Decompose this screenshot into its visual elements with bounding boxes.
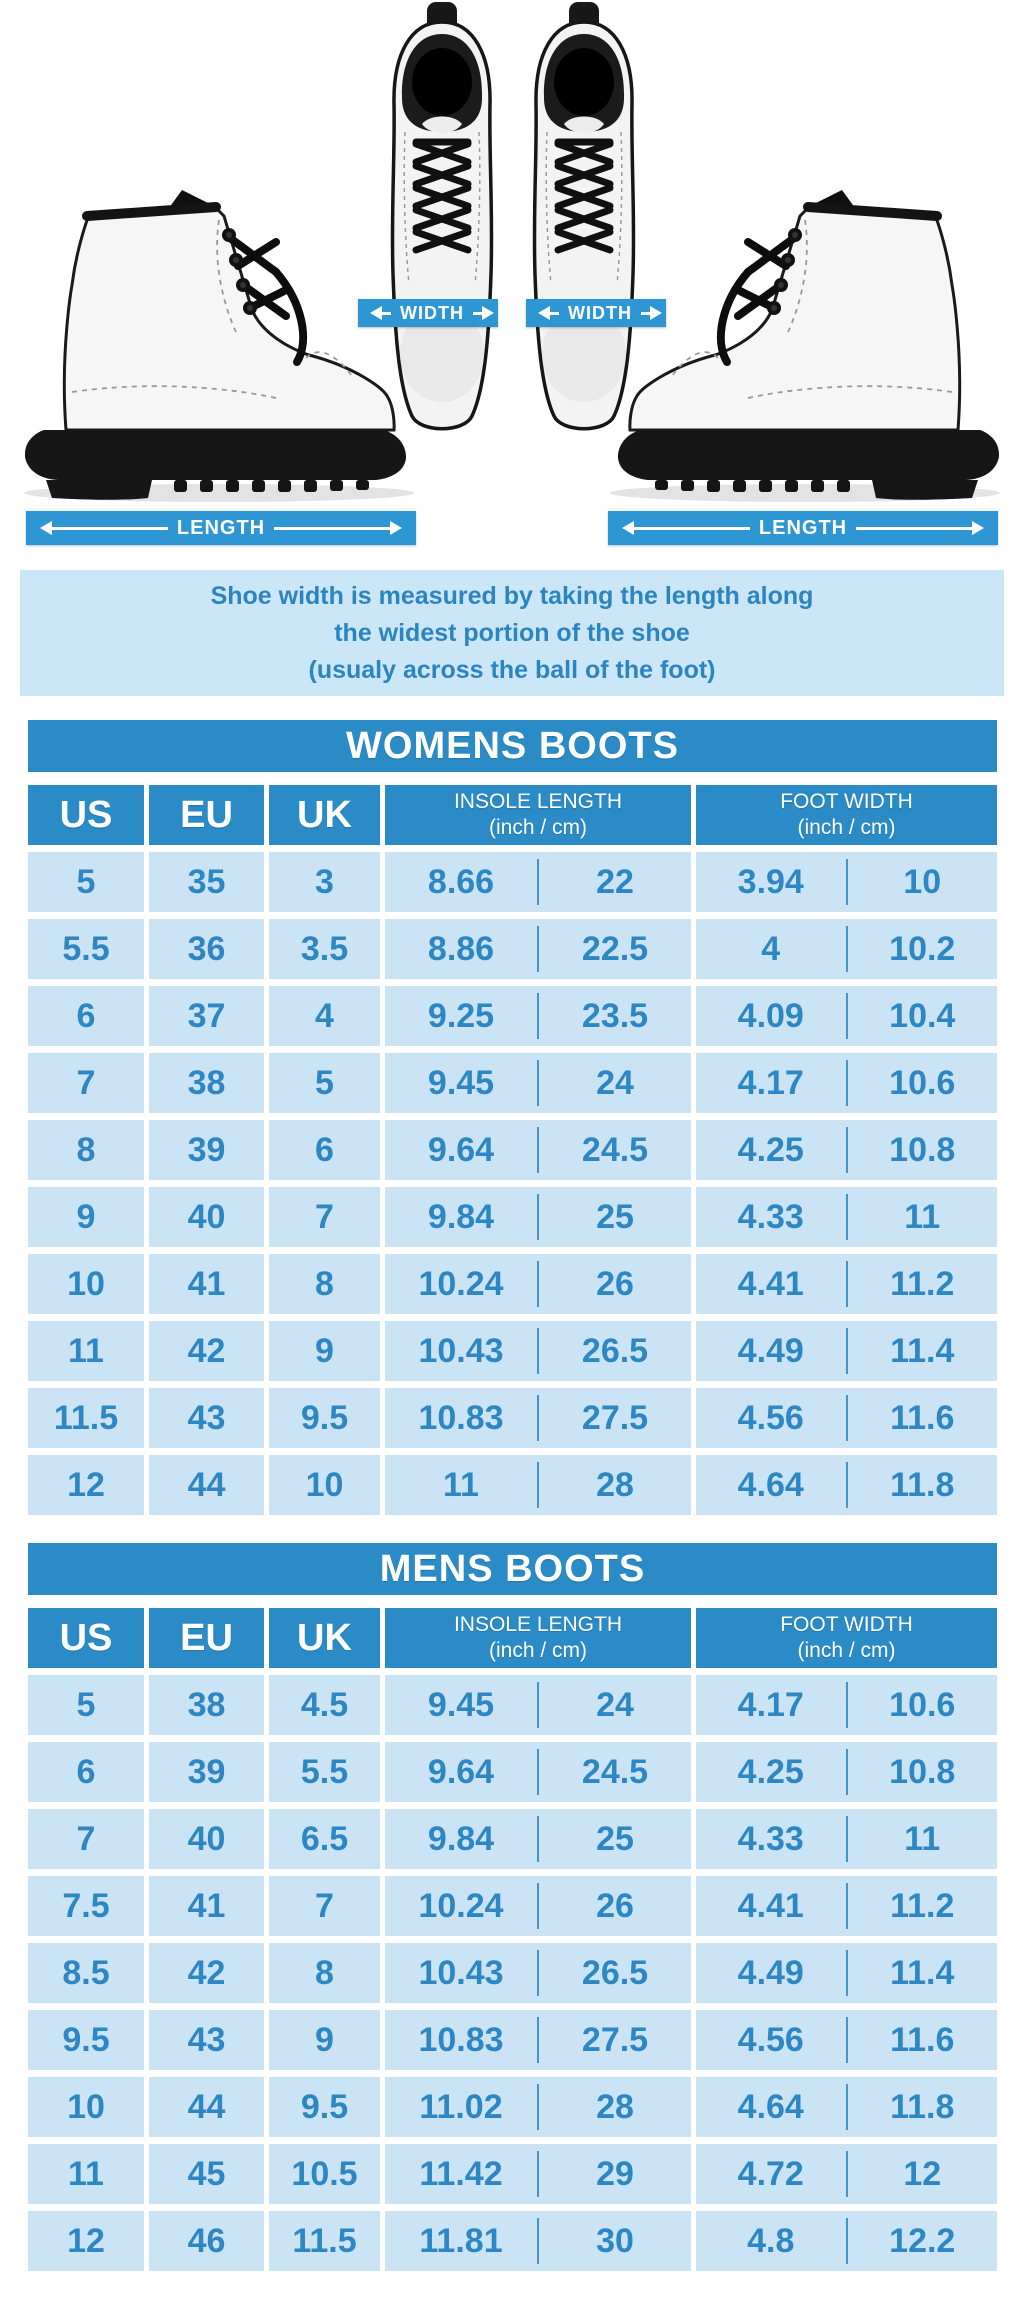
- inch-cm-divider: [846, 1816, 848, 1862]
- eu-size-cell: 42: [149, 1321, 264, 1381]
- inch-cm-divider: [846, 1127, 848, 1173]
- foot-width-cell-cm: 10: [903, 862, 942, 901]
- uk-size-cell: 3.5: [269, 919, 380, 979]
- boot-side-view-right-illustration: [606, 190, 1010, 505]
- foot-width-cell: [696, 2144, 997, 2204]
- foot-width-column-header: [696, 785, 997, 845]
- eu-size-cell: 45: [149, 2144, 264, 2204]
- insole-length-cell-inch: 9.45: [427, 1685, 495, 1724]
- uk-column-header: UK: [269, 785, 380, 845]
- table-row: [28, 919, 997, 979]
- foot-width-cell-cm: 10.2: [889, 929, 956, 968]
- insole-length-cell: [385, 1943, 691, 2003]
- insole-length-cell-cm: 22.5: [581, 929, 649, 968]
- foot-width-cell-cm: 11.6: [890, 1398, 955, 1437]
- uk-size-cell: 9.5: [269, 1388, 380, 1448]
- foot-width-cell-cm: 11.2: [890, 1264, 955, 1303]
- insole-length-cell-cm: 26: [596, 1886, 634, 1925]
- foot-width-cell-inch: 4.09: [737, 996, 804, 1035]
- table-row: [28, 1053, 997, 1113]
- uk-size-cell: 10: [269, 1455, 380, 1515]
- insole-length-cell-cm: 26: [596, 1264, 634, 1303]
- table-row: [28, 2144, 997, 2204]
- insole-length-cell-cm: 22: [596, 862, 634, 901]
- foot-width-cell-inch: 4.17: [737, 1685, 804, 1724]
- inch-cm-divider: [846, 1950, 848, 1996]
- insole-length-cell-inch: 11.81: [419, 2221, 503, 2260]
- eu-size-cell: 39: [149, 1120, 264, 1180]
- inch-cm-divider: [537, 1194, 539, 1240]
- insole-length-cell-inch: 9.64: [427, 1752, 495, 1791]
- foot-width-cell: [696, 1675, 997, 1735]
- insole-length-cell-inch: 10.83: [418, 2020, 504, 2059]
- foot-width-units: (inch / cm): [797, 816, 896, 839]
- inch-cm-divider: [537, 1328, 539, 1374]
- inch-cm-divider: [846, 859, 848, 905]
- uk-size-cell: 9: [269, 1321, 380, 1381]
- table-header-row: [28, 785, 997, 845]
- foot-width-title: FOOT WIDTH: [780, 790, 913, 813]
- foot-width-cell-inch: 4.33: [737, 1819, 804, 1858]
- mens-boots-table: [28, 1543, 997, 2278]
- insole-length-cell-cm: 26.5: [581, 1953, 649, 1992]
- eu-column-header: EU: [149, 1608, 264, 1668]
- length-measure-band-right: [608, 511, 998, 545]
- us-column-header: US: [28, 1608, 144, 1668]
- inch-cm-divider: [846, 1328, 848, 1374]
- note-line: the widest portion of the shoe: [334, 619, 690, 647]
- arrow-left-icon: [547, 312, 559, 315]
- foot-width-cell-inch: 4.49: [737, 1331, 804, 1370]
- foot-width-cell: [696, 2211, 997, 2271]
- us-size-cell: 7: [28, 1809, 144, 1869]
- mens-table-title: MENS BOOTS: [28, 1543, 997, 1595]
- inch-cm-divider: [846, 926, 848, 972]
- insole-length-cell-inch: 9.84: [427, 1819, 495, 1858]
- foot-width-cell-inch: 4.25: [737, 1130, 804, 1169]
- foot-width-cell: [696, 1187, 997, 1247]
- inch-cm-divider: [846, 2151, 848, 2197]
- eu-size-cell: 43: [149, 1388, 264, 1448]
- us-size-cell: 6: [28, 1742, 144, 1802]
- eu-size-cell: 41: [149, 1254, 264, 1314]
- inch-cm-divider: [846, 1194, 848, 1240]
- foot-width-cell: [696, 986, 997, 1046]
- foot-width-cell: [696, 1053, 997, 1113]
- us-size-cell: 5: [28, 1675, 144, 1735]
- table-header-row: [28, 1608, 997, 1668]
- table-row: [28, 1321, 997, 1381]
- foot-width-cell: [696, 1809, 997, 1869]
- womens-table-title: WOMENS BOOTS: [28, 720, 997, 772]
- inch-cm-divider: [537, 2218, 539, 2264]
- us-size-cell: 11.5: [28, 1388, 144, 1448]
- arrow-left-icon: [49, 527, 168, 530]
- table-row: [28, 1943, 997, 2003]
- insole-length-cell: [385, 1120, 691, 1180]
- inch-cm-divider: [537, 2017, 539, 2063]
- eu-size-cell: 38: [149, 1675, 264, 1735]
- insole-length-cell-cm: 27.5: [581, 2020, 649, 2059]
- insole-length-units: (inch / cm): [488, 816, 587, 839]
- foot-width-cell-cm: 10.8: [889, 1752, 956, 1791]
- foot-width-cell: [696, 1388, 997, 1448]
- inch-cm-divider: [537, 1261, 539, 1307]
- eu-size-cell: 37: [149, 986, 264, 1046]
- us-size-cell: 6: [28, 986, 144, 1046]
- foot-width-cell-inch: 4.8: [747, 2221, 795, 2260]
- foot-width-cell: [696, 1120, 997, 1180]
- table-row: [28, 1742, 997, 1802]
- us-size-cell: 10: [28, 2077, 144, 2137]
- insole-length-cell: [385, 1675, 691, 1735]
- boot-side-view-left-illustration: [14, 190, 418, 505]
- width-measure-band-left: [358, 299, 498, 327]
- eu-size-cell: 44: [149, 2077, 264, 2137]
- arrow-left-icon: [631, 527, 750, 530]
- insole-length-cell: [385, 1742, 691, 1802]
- foot-width-cell: [696, 852, 997, 912]
- insole-length-cell-cm: 24.5: [581, 1752, 649, 1791]
- insole-length-cell-cm: 24: [596, 1685, 634, 1724]
- foot-width-cell-inch: 3.94: [737, 862, 804, 901]
- insole-length-cell-inch: 8.86: [427, 929, 495, 968]
- width-label: WIDTH: [400, 302, 464, 323]
- insole-length-cell: [385, 1053, 691, 1113]
- insole-length-cell-cm: 26.5: [581, 1331, 649, 1370]
- inch-cm-divider: [846, 1395, 848, 1441]
- insole-length-cell: [385, 1876, 691, 1936]
- uk-size-cell: 9.5: [269, 2077, 380, 2137]
- table-row: [28, 1120, 997, 1180]
- insole-length-cell-cm: 28: [596, 2087, 634, 2126]
- arrow-right-icon: [856, 527, 975, 530]
- foot-width-cell-inch: 4.64: [737, 1465, 804, 1504]
- inch-cm-divider: [846, 1749, 848, 1795]
- inch-cm-divider: [846, 2017, 848, 2063]
- foot-width-cell-inch: 4: [761, 929, 781, 968]
- womens-boots-table: [28, 720, 997, 1522]
- table-row: [28, 1455, 997, 1515]
- us-size-cell: 10: [28, 1254, 144, 1314]
- us-size-cell: 11: [28, 1321, 144, 1381]
- foot-width-cell-cm: 11.8: [890, 2087, 955, 2126]
- uk-size-cell: 4.5: [269, 1675, 380, 1735]
- foot-width-cell: [696, 1254, 997, 1314]
- inch-cm-divider: [846, 993, 848, 1039]
- note-line: (usualy across the ball of the foot): [308, 656, 716, 684]
- eu-size-cell: 44: [149, 1455, 264, 1515]
- foot-width-cell-cm: 10.6: [889, 1685, 956, 1724]
- uk-size-cell: 6: [269, 1120, 380, 1180]
- insole-length-cell-inch: 11.02: [419, 2087, 503, 2126]
- insole-length-column-header: [385, 785, 691, 845]
- eu-size-cell: 36: [149, 919, 264, 979]
- us-size-cell: 7.5: [28, 1876, 144, 1936]
- uk-size-cell: 5: [269, 1053, 380, 1113]
- insole-length-cell-inch: 10.24: [418, 1264, 504, 1303]
- insole-length-cell-cm: 27.5: [581, 1398, 649, 1437]
- uk-column-header: UK: [269, 1608, 380, 1668]
- foot-width-cell-inch: 4.64: [737, 2087, 804, 2126]
- foot-width-cell-inch: 4.56: [737, 2020, 804, 2059]
- insole-length-cell-inch: 11: [443, 1465, 479, 1504]
- insole-length-cell-inch: 10.43: [418, 1953, 504, 1992]
- arrow-right-icon: [641, 312, 653, 315]
- insole-length-cell-inch: 10.83: [418, 1398, 504, 1437]
- note-line: Shoe width is measured by taking the length along: [210, 582, 814, 610]
- uk-size-cell: 8: [269, 1254, 380, 1314]
- arrow-right-icon: [473, 312, 485, 315]
- table-row: [28, 2211, 997, 2271]
- insole-length-cell-cm: 23.5: [581, 996, 649, 1035]
- measurement-note: [20, 570, 1004, 696]
- uk-size-cell: 4: [269, 986, 380, 1046]
- foot-width-cell-cm: 11.2: [890, 1886, 955, 1925]
- insole-length-cell: [385, 1388, 691, 1448]
- insole-length-cell-cm: 30: [596, 2221, 634, 2260]
- inch-cm-divider: [846, 1261, 848, 1307]
- insole-length-cell: [385, 1809, 691, 1869]
- insole-length-cell: [385, 2077, 691, 2137]
- us-size-cell: 5: [28, 852, 144, 912]
- insole-length-cell: [385, 2211, 691, 2271]
- inch-cm-divider: [537, 1883, 539, 1929]
- foot-width-cell-inch: 4.41: [737, 1886, 804, 1925]
- foot-width-cell: [696, 1876, 997, 1936]
- foot-width-cell: [696, 2077, 997, 2137]
- insole-length-cell-inch: 9.84: [427, 1197, 495, 1236]
- us-size-cell: 8: [28, 1120, 144, 1180]
- us-size-cell: 9.5: [28, 2010, 144, 2070]
- table-row: [28, 1388, 997, 1448]
- length-label: LENGTH: [176, 516, 266, 539]
- inch-cm-divider: [537, 993, 539, 1039]
- foot-width-cell-cm: 12: [903, 2154, 942, 2193]
- uk-size-cell: 7: [269, 1876, 380, 1936]
- foot-width-column-header: [696, 1608, 997, 1668]
- table-row: [28, 1876, 997, 1936]
- uk-size-cell: 10.5: [269, 2144, 380, 2204]
- inch-cm-divider: [537, 1816, 539, 1862]
- inch-cm-divider: [846, 1060, 848, 1106]
- inch-cm-divider: [537, 1395, 539, 1441]
- eu-size-cell: 42: [149, 1943, 264, 2003]
- us-size-cell: 12: [28, 1455, 144, 1515]
- insole-length-cell-inch: 9.45: [427, 1063, 495, 1102]
- insole-length-cell: [385, 1254, 691, 1314]
- foot-width-cell-cm: 11.6: [890, 2020, 955, 2059]
- inch-cm-divider: [846, 1682, 848, 1728]
- table-row: [28, 1675, 997, 1735]
- eu-size-cell: 39: [149, 1742, 264, 1802]
- inch-cm-divider: [537, 1749, 539, 1795]
- foot-width-cell-cm: 11.8: [890, 1465, 955, 1504]
- insole-length-cell-cm: 24: [596, 1063, 634, 1102]
- eu-size-cell: 35: [149, 852, 264, 912]
- eu-size-cell: 43: [149, 2010, 264, 2070]
- insole-length-cell: [385, 919, 691, 979]
- inch-cm-divider: [537, 1060, 539, 1106]
- us-size-cell: 5.5: [28, 919, 144, 979]
- insole-length-cell-cm: 24.5: [581, 1130, 649, 1169]
- uk-size-cell: 7: [269, 1187, 380, 1247]
- foot-width-cell-inch: 4.49: [737, 1953, 804, 1992]
- eu-size-cell: 41: [149, 1876, 264, 1936]
- insole-length-cell-inch: 9.25: [427, 996, 495, 1035]
- insole-length-cell: [385, 2010, 691, 2070]
- arrow-right-icon: [274, 527, 393, 530]
- inch-cm-divider: [537, 1950, 539, 1996]
- table-row: [28, 852, 997, 912]
- insole-length-cell: [385, 852, 691, 912]
- uk-size-cell: 9: [269, 2010, 380, 2070]
- table-row: [28, 2077, 997, 2137]
- foot-width-cell-cm: 10.8: [889, 1130, 956, 1169]
- inch-cm-divider: [537, 1127, 539, 1173]
- us-size-cell: 8.5: [28, 1943, 144, 2003]
- foot-width-cell-cm: 10.6: [889, 1063, 956, 1102]
- foot-width-cell-inch: 4.33: [737, 1197, 804, 1236]
- inch-cm-divider: [846, 1462, 848, 1508]
- uk-size-cell: 11.5: [269, 2211, 380, 2271]
- table-row: [28, 1254, 997, 1314]
- foot-width-cell: [696, 2010, 997, 2070]
- foot-width-cell-inch: 4.72: [737, 2154, 804, 2193]
- insole-length-cell: [385, 1455, 691, 1515]
- eu-size-cell: 40: [149, 1809, 264, 1869]
- us-size-cell: 9: [28, 1187, 144, 1247]
- insole-length-title: INSOLE LENGTH: [453, 1613, 623, 1636]
- length-label: LENGTH: [758, 516, 848, 539]
- insole-length-cell-inch: 11.42: [419, 2154, 503, 2193]
- table-row: [28, 986, 997, 1046]
- us-size-cell: 7: [28, 1053, 144, 1113]
- inch-cm-divider: [537, 1682, 539, 1728]
- table-row: [28, 1809, 997, 1869]
- inch-cm-divider: [537, 2084, 539, 2130]
- insole-length-column-header: [385, 1608, 691, 1668]
- width-measure-band-right: [526, 299, 666, 327]
- foot-width-units: (inch / cm): [797, 1639, 896, 1662]
- eu-size-cell: 38: [149, 1053, 264, 1113]
- insole-length-cell-cm: 25: [596, 1819, 634, 1858]
- uk-size-cell: 6.5: [269, 1809, 380, 1869]
- foot-width-cell: [696, 1742, 997, 1802]
- insole-length-cell-cm: 28: [596, 1465, 634, 1504]
- uk-size-cell: 8: [269, 1943, 380, 2003]
- table-row: [28, 2010, 997, 2070]
- insole-length-cell-inch: 10.24: [418, 1886, 504, 1925]
- insole-length-cell: [385, 2144, 691, 2204]
- foot-width-cell-cm: 10.4: [889, 996, 956, 1035]
- insole-length-title: INSOLE LENGTH: [453, 790, 623, 813]
- inch-cm-divider: [537, 926, 539, 972]
- eu-size-cell: 46: [149, 2211, 264, 2271]
- foot-width-cell-cm: 11.4: [890, 1953, 955, 1992]
- insole-length-cell-cm: 25: [596, 1197, 634, 1236]
- eu-column-header: EU: [149, 785, 264, 845]
- foot-width-cell-inch: 4.41: [737, 1264, 804, 1303]
- inch-cm-divider: [846, 1883, 848, 1929]
- us-size-cell: 12: [28, 2211, 144, 2271]
- eu-size-cell: 40: [149, 1187, 264, 1247]
- foot-width-cell-inch: 4.56: [737, 1398, 804, 1437]
- foot-width-cell: [696, 1321, 997, 1381]
- insole-length-cell-inch: 10.43: [418, 1331, 504, 1370]
- insole-length-cell-inch: 9.64: [427, 1130, 495, 1169]
- us-size-cell: 11: [28, 2144, 144, 2204]
- insole-length-cell: [385, 1187, 691, 1247]
- uk-size-cell: 5.5: [269, 1742, 380, 1802]
- foot-width-cell-cm: 11: [904, 1197, 941, 1236]
- inch-cm-divider: [846, 2084, 848, 2130]
- foot-width-cell-cm: 12.2: [889, 2221, 956, 2260]
- foot-width-cell-cm: 11.4: [890, 1331, 955, 1370]
- foot-width-cell-inch: 4.17: [737, 1063, 804, 1102]
- insole-length-cell-cm: 29: [596, 2154, 634, 2193]
- us-column-header: US: [28, 785, 144, 845]
- insole-length-cell: [385, 986, 691, 1046]
- arrow-left-icon: [379, 312, 391, 315]
- uk-size-cell: 3: [269, 852, 380, 912]
- width-label: WIDTH: [568, 302, 632, 323]
- foot-width-title: FOOT WIDTH: [780, 1613, 913, 1636]
- inch-cm-divider: [846, 2218, 848, 2264]
- length-measure-band-left: [26, 511, 416, 545]
- foot-width-cell: [696, 1455, 997, 1515]
- foot-width-cell-cm: 11: [904, 1819, 941, 1858]
- inch-cm-divider: [537, 1462, 539, 1508]
- foot-width-cell-inch: 4.25: [737, 1752, 804, 1791]
- inch-cm-divider: [537, 859, 539, 905]
- insole-length-units: (inch / cm): [488, 1639, 587, 1662]
- foot-width-cell: [696, 1943, 997, 2003]
- inch-cm-divider: [537, 2151, 539, 2197]
- foot-width-cell: [696, 919, 997, 979]
- insole-length-cell: [385, 1321, 691, 1381]
- insole-length-cell-inch: 8.66: [427, 862, 495, 901]
- table-row: [28, 1187, 997, 1247]
